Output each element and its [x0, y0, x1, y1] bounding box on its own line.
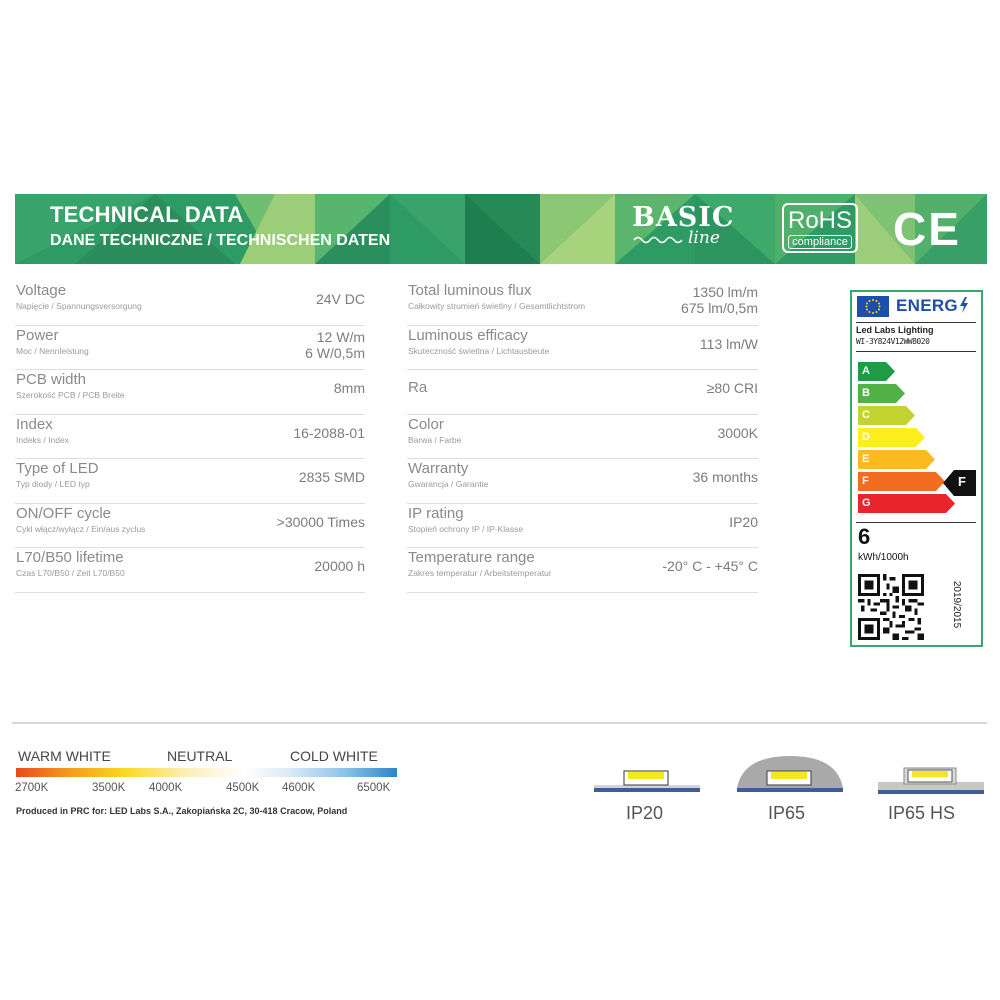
- energy-brand: Led Labs Lighting: [856, 325, 934, 335]
- spec-label: Ra: [408, 379, 428, 396]
- rated-class-letter: F: [958, 474, 966, 489]
- spec-label: Index: [16, 415, 53, 433]
- spec-sublabel: Czas L70/B50 / Zeit L70/B50: [16, 568, 125, 578]
- ip20-label: IP20: [626, 803, 664, 823]
- brand-script: line: [688, 228, 720, 248]
- spec-value: >30000 Times: [276, 513, 365, 530]
- energy-consumption-unit: kWh/1000h: [858, 552, 909, 563]
- energy-regulation: [951, 577, 971, 637]
- spec-row: [15, 370, 365, 415]
- rohs-badge: [782, 203, 858, 253]
- header-banner: [15, 194, 987, 264]
- spec-sublabel: Barwa / Farbe: [408, 434, 462, 445]
- spec-value: 36 months: [692, 469, 758, 485]
- energy-class-arrow: [858, 494, 871, 513]
- energy-class-letter: F: [862, 475, 869, 487]
- spec-sublabel: Typ diody / LED typ: [16, 479, 90, 489]
- spec-value: 20000 h: [314, 558, 365, 574]
- rohs-main-text: RoHS: [787, 207, 853, 234]
- class-arrow-icon: [858, 494, 956, 513]
- energy-heading: [896, 296, 969, 316]
- ct-tick-label: 4000K: [149, 782, 183, 794]
- spec-value: 24V DC: [315, 291, 365, 307]
- spec-row: [407, 415, 758, 460]
- spec-label: L70/B50 lifetime: [16, 549, 124, 566]
- energy-consumption-value: 6: [858, 524, 871, 549]
- produced-in-text: Produced in PRC for: LED Labs S.A., Zakopiańska 2C, 30-418 Cracow, Poland: [16, 806, 348, 816]
- spec-sublabel: Gwarancja / Garantie: [408, 479, 489, 489]
- spec-value: -20° C - +45° C: [662, 558, 758, 574]
- spec-row: [407, 504, 758, 549]
- brand-word: BASIC: [632, 202, 735, 233]
- spec-label: Voltage: [16, 282, 67, 299]
- ce-mark-icon: CE: [893, 203, 961, 255]
- spec-label: Warranty: [408, 460, 469, 477]
- spec-sublabel: Napięcie / Spannungsversorgung: [16, 301, 142, 311]
- spec-row: [407, 459, 758, 504]
- spec-label: Color: [408, 415, 444, 433]
- spec-value: 2835 SMD: [298, 469, 365, 485]
- spec-row: [407, 548, 758, 593]
- energy-class-letter: A: [862, 365, 870, 377]
- ip20-strip-icon: [594, 752, 700, 798]
- spec-sublabel: Cykl włącz/wyłącz / Ein/aus zyclus: [16, 523, 146, 534]
- section-divider: [12, 722, 987, 724]
- energy-class-arrow: [858, 428, 871, 447]
- spec-value: ≥80 CRI: [706, 380, 758, 396]
- spec-sublabel: Całkowity strumień świetlny / Gesamtlichtstrom: [408, 301, 586, 311]
- spec-row: [15, 326, 365, 371]
- color-temperature-gradient-bar: [16, 768, 397, 777]
- spec-sublabel: Zakres temperatur / Arbeitstemperatur: [408, 568, 552, 578]
- ct-tick-label: 4500K: [226, 782, 260, 794]
- energy-divider: [856, 322, 976, 323]
- ct-label-neutral: NEUTRAL: [167, 748, 233, 764]
- spec-value: IP20: [729, 513, 758, 530]
- energy-class-arrow: [858, 362, 871, 381]
- ip65-strip-icon: [737, 752, 843, 798]
- spec-row: [407, 370, 758, 415]
- spec-sublabel: Moc / Nennleistung: [16, 345, 89, 356]
- ip65hs-strip-icon: [878, 752, 984, 798]
- spec-sublabel: Indeks / Index: [16, 434, 69, 445]
- spec-row: [15, 459, 365, 504]
- spec-row: [15, 281, 365, 326]
- spec-value: 8mm: [333, 380, 365, 396]
- page-subtitle: DANE TECHNICZNE / TECHNISCHEN DATEN: [50, 232, 391, 249]
- specs-left-table: [15, 281, 365, 593]
- spec-value: 113 lm/W: [699, 335, 758, 352]
- spec-sublabel: Skuteczność świetlna / Lichtausbeute: [408, 345, 550, 356]
- energy-class-arrow: [858, 472, 871, 491]
- energy-heading-text: ENERG: [896, 296, 958, 315]
- spec-sublabel: Szerokość PCB / PCB Breite: [16, 390, 125, 400]
- eu-flag-icon: [857, 296, 889, 317]
- ip65hs-label: IP65 HS: [888, 803, 956, 823]
- energy-class-letter: E: [862, 453, 870, 465]
- spec-label: Total luminous flux: [408, 282, 532, 299]
- ct-tick-label: 4600K: [282, 782, 316, 794]
- specs-right-table: [407, 281, 758, 593]
- spec-value-secondary: 675 lm/0,5m: [680, 300, 758, 316]
- energy-class-letter: G: [862, 497, 871, 509]
- spec-row: [15, 548, 365, 593]
- energy-divider: [856, 522, 976, 523]
- spec-label: Temperature range: [408, 549, 535, 566]
- ct-tick-label: 3500K: [92, 782, 126, 794]
- spec-row: [407, 281, 758, 326]
- energy-class-arrow: [858, 450, 871, 469]
- regulation-text: 2019/2015: [951, 580, 963, 629]
- spec-value: 12 W/m: [316, 328, 365, 345]
- class-arrow-icon: [858, 472, 946, 491]
- spec-row: [15, 504, 365, 549]
- spec-value: 1350 lm/m: [692, 284, 758, 300]
- ct-label-cold: COLD WHITE: [290, 748, 378, 764]
- spec-label: Type of LED: [16, 460, 99, 477]
- wave-icon: [632, 234, 688, 246]
- page-title: TECHNICAL DATA: [50, 202, 244, 227]
- ct-tick-label: 6500K: [357, 782, 391, 794]
- energy-class-letter: B: [862, 387, 870, 399]
- ct-label-warm: WARM WHITE: [18, 748, 111, 764]
- spec-row: [407, 326, 758, 371]
- energy-class-scale: [858, 362, 871, 516]
- class-arrow-icon: [858, 450, 936, 469]
- spec-value-secondary: 6 W/0,5m: [305, 344, 365, 361]
- basic-line-logo: [632, 200, 742, 258]
- energy-label: [850, 290, 983, 647]
- spec-label: Luminous efficacy: [408, 326, 528, 344]
- ct-tick-label: 2700K: [15, 782, 49, 794]
- spec-value: 3000K: [717, 424, 758, 441]
- energy-model: WI-3Y824V12WW8020: [856, 337, 930, 346]
- spec-value: 16-2088-01: [293, 424, 365, 441]
- energy-class-letter: D: [862, 431, 870, 443]
- spec-sublabel: Stopień ochrony IP / IP-Klasse: [408, 523, 524, 534]
- energy-rated-class: [943, 470, 976, 496]
- ip65-label: IP65: [768, 803, 806, 823]
- rohs-sub-text: compliance: [788, 235, 852, 249]
- spec-label: ON/OFF cycle: [16, 504, 112, 522]
- lightning-icon: [959, 297, 969, 313]
- spec-label: Power: [16, 326, 59, 344]
- spec-label: PCB width: [16, 371, 87, 388]
- energy-class-arrow: [858, 406, 871, 425]
- qr-code-icon: [858, 574, 924, 640]
- energy-class-arrow: [858, 384, 871, 403]
- energy-class-letter: C: [862, 409, 870, 421]
- spec-row: [15, 415, 365, 460]
- energy-divider: [856, 351, 976, 352]
- spec-label: IP rating: [408, 504, 464, 522]
- energy-label-header: [852, 292, 981, 318]
